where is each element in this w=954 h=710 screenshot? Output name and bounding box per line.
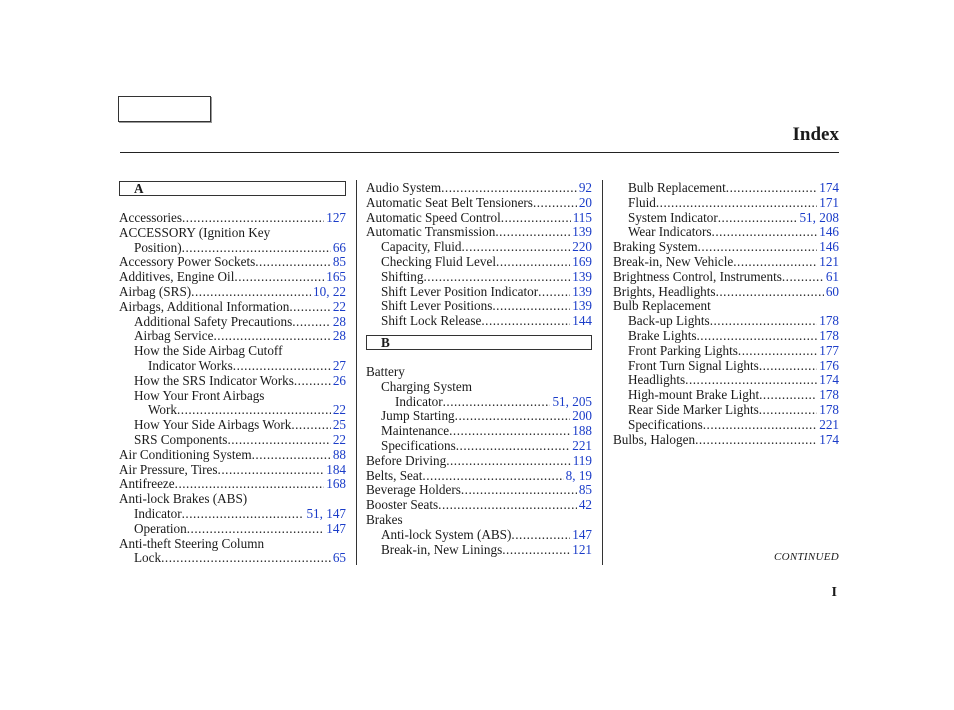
entry-term: Brake Lights (628, 328, 697, 343)
dot-leader (759, 403, 817, 418)
dot-leader (213, 329, 330, 344)
dot-leader (501, 211, 571, 226)
dot-leader (759, 388, 817, 403)
entry-term: Accessories (119, 211, 182, 225)
dot-leader (227, 433, 330, 448)
page-link[interactable]: 65 (332, 551, 346, 566)
section-header: A (119, 181, 346, 196)
page-link[interactable]: 146 (819, 225, 839, 240)
index-entry (366, 181, 592, 196)
page-link[interactable]: 171 (819, 195, 839, 210)
dot-leader (685, 373, 817, 388)
entry-term: Airbag (SRS) (119, 284, 192, 299)
index-entry (366, 454, 592, 469)
index-entry (119, 344, 346, 359)
page-link[interactable]: 60 (825, 284, 839, 299)
entry-term: How Your Front Airbags (134, 388, 265, 403)
index-entry (119, 448, 346, 463)
dot-leader (175, 477, 325, 492)
page-link[interactable]: 42 (578, 498, 592, 513)
entry-term: Anti-lock Brakes (ABS) (119, 492, 248, 507)
page-link[interactable]: 139 (572, 284, 592, 299)
page-link[interactable]: 22 (332, 432, 346, 447)
index-column-3 (613, 181, 839, 447)
dot-leader (234, 270, 324, 285)
page-number: I (831, 585, 837, 600)
index-entry (119, 507, 346, 522)
column-divider (602, 180, 603, 565)
entry-term: Air Pressure, Tires (119, 462, 218, 477)
page-link[interactable]: 27 (332, 358, 346, 373)
dot-leader (422, 469, 563, 484)
entry-term: Specifications (628, 417, 703, 432)
index-entry (366, 513, 592, 528)
entry-term: Back-up Lights (628, 314, 710, 329)
dot-leader (446, 454, 571, 469)
dot-leader (710, 314, 818, 329)
index-entry (366, 380, 592, 395)
index-entry (613, 255, 839, 270)
entry-term: Shift Lever Position Indicator (381, 284, 539, 299)
page-link[interactable]: 168 (326, 477, 346, 492)
entry-term: Booster Seats (366, 498, 439, 513)
index-entry (119, 433, 346, 448)
dot-leader (161, 551, 331, 566)
index-entry (613, 329, 839, 344)
continued-label: CONTINUED (773, 551, 839, 563)
page-link[interactable]: 22 (332, 299, 346, 314)
entry-term: Audio System (366, 181, 442, 195)
dot-leader (703, 418, 818, 433)
index-entry (119, 551, 346, 566)
index-entry (613, 270, 839, 285)
index-entry (119, 285, 346, 300)
index-entry (366, 469, 592, 484)
dot-leader (191, 285, 311, 300)
entry-term: Charging System (381, 379, 472, 394)
page-link[interactable]: 25 (332, 418, 346, 433)
index-entry (366, 424, 592, 439)
index-entry (613, 225, 839, 240)
column-divider (356, 180, 357, 565)
dot-leader (294, 374, 331, 389)
entry-term: Automatic Seat Belt Tensioners (366, 195, 533, 210)
entry-term: Antifreeze (119, 477, 175, 492)
index-entry (119, 418, 346, 433)
page-link[interactable]: 115 (572, 210, 592, 225)
dot-leader (424, 270, 571, 285)
entry-term: Indicator Works (148, 358, 233, 373)
entry-term: Operation (134, 521, 187, 536)
page-link[interactable]: 176 (819, 358, 839, 373)
page-link[interactable]: 200 (572, 409, 592, 424)
page-link[interactable]: 139 (572, 269, 592, 284)
page-link[interactable]: 184 (326, 462, 346, 477)
entry-term: Anti-theft Steering Column (119, 536, 265, 551)
index-entry (613, 433, 839, 448)
dot-leader (182, 507, 305, 522)
section-header: B (366, 335, 592, 350)
page-link[interactable]: 61 (825, 269, 839, 284)
entry-term: Braking System (613, 240, 698, 255)
dot-leader (759, 359, 817, 374)
index-entry (119, 226, 346, 241)
page-link[interactable]: 144 (572, 314, 592, 329)
entry-term: Air Conditioning System (119, 447, 252, 462)
index-entry (119, 270, 346, 285)
page-link[interactable]: 146 (819, 240, 839, 255)
dot-leader (233, 359, 331, 374)
entry-term: SRS Components (134, 432, 228, 447)
dot-leader (443, 395, 551, 410)
entry-term: Indicator (134, 506, 182, 521)
page-link[interactable]: 119 (572, 453, 592, 468)
entry-term: Headlights (628, 373, 686, 388)
page-link[interactable]: 178 (819, 328, 839, 343)
entry-term: Wear Indicators (628, 225, 712, 240)
page-link[interactable]: 147 (326, 521, 346, 536)
page-link[interactable]: 127 (326, 211, 346, 225)
dot-leader (533, 196, 577, 211)
header-tab-box (118, 96, 211, 122)
index-entry (366, 483, 592, 498)
index-column-2 (366, 181, 592, 557)
page-link[interactable]: 121 (819, 254, 839, 269)
page-link[interactable]: 88 (332, 447, 346, 462)
index-entry (119, 537, 346, 552)
entry-term: Capacity, Fluid (381, 240, 462, 255)
page-link[interactable]: 221 (572, 438, 592, 453)
page-link[interactable]: 174 (819, 432, 839, 447)
page-link[interactable]: 22 (332, 403, 346, 418)
index-entry (613, 418, 839, 433)
page-link[interactable]: 139 (572, 299, 592, 314)
index-entry (366, 270, 592, 285)
entry-term: ACCESSORY (Ignition Key (119, 225, 271, 240)
entry-term: Checking Fluid Level (381, 254, 497, 269)
dot-leader (496, 255, 570, 270)
index-entry (613, 285, 839, 300)
dot-leader (697, 329, 818, 344)
page-link[interactable]: 121 (572, 542, 592, 557)
index-entry (613, 181, 839, 196)
entry-term: Shifting (381, 269, 424, 284)
page-link[interactable]: 174 (819, 373, 839, 388)
dot-leader (738, 344, 817, 359)
index-entry (119, 477, 346, 492)
dot-leader (718, 211, 798, 226)
dot-leader (218, 463, 325, 478)
index-entry (613, 373, 839, 388)
dot-leader (716, 285, 824, 300)
entry-term: Front Turn Signal Lights (628, 358, 759, 373)
entry-term: Airbag Service (134, 329, 214, 344)
page-link[interactable]: 26 (332, 373, 346, 388)
entry-term: Maintenance (381, 424, 450, 439)
entry-term: Shift Lock Release (381, 314, 482, 329)
index-entry (366, 211, 592, 226)
dot-leader (177, 403, 331, 418)
entry-term: Automatic Transmission (366, 225, 496, 240)
dot-leader (438, 498, 577, 513)
entry-term: Bulb Replacement (613, 299, 711, 314)
entry-term: How Your Side Airbags Work (134, 418, 292, 433)
index-entry (613, 314, 839, 329)
page-link[interactable]: 147 (572, 527, 592, 542)
entry-term: Position) (134, 240, 182, 255)
entry-term: How the Side Airbag Cutoff (134, 344, 283, 359)
entry-term: Brights, Headlights (613, 284, 716, 299)
dot-leader (461, 240, 570, 255)
entry-term: Accessory Power Sockets (119, 255, 256, 270)
index-entry (366, 528, 592, 543)
index-entry (366, 299, 592, 314)
index-entry (613, 211, 839, 226)
dot-leader (502, 543, 570, 558)
index-column-1 (119, 181, 346, 566)
page-link[interactable]: 85 (332, 255, 346, 270)
entry-term: Brakes (366, 512, 403, 527)
dot-leader (455, 409, 571, 424)
dot-leader (733, 255, 817, 270)
index-entry (119, 255, 346, 270)
entry-term: Brightness Control, Instruments (613, 269, 782, 284)
index-entry (119, 300, 346, 315)
page-link[interactable]: 169 (572, 254, 592, 269)
page-link[interactable]: 10, 22 (313, 284, 346, 299)
entry-term: Before Driving (366, 453, 447, 468)
dot-leader (291, 418, 330, 433)
dot-leader (511, 528, 570, 543)
dot-leader (289, 300, 331, 315)
dot-leader (187, 522, 324, 537)
page-link[interactable]: 8, 19 (565, 468, 592, 483)
entry-term: Airbags, Additional Information (119, 299, 290, 314)
index-entry (119, 359, 346, 374)
dot-leader (252, 448, 331, 463)
page-link[interactable]: 139 (572, 225, 592, 240)
index-entry (366, 498, 592, 513)
index-entry (613, 196, 839, 211)
dot-leader (712, 225, 818, 240)
index-entry (613, 359, 839, 374)
index-entry (366, 314, 592, 329)
index-entry (119, 315, 346, 330)
index-entry (366, 395, 592, 410)
dot-leader (461, 483, 577, 498)
index-entry (613, 388, 839, 403)
entry-term: Rear Side Marker Lights (628, 402, 759, 417)
page-link[interactable]: 177 (819, 343, 839, 358)
index-entry (613, 344, 839, 359)
dot-leader (698, 240, 818, 255)
entry-term: Shift Lever Positions (381, 299, 493, 314)
page-link[interactable]: 51, 147 (306, 506, 346, 521)
entry-term: Anti-lock System (ABS) (381, 527, 512, 542)
page-link[interactable]: 28 (332, 329, 346, 344)
entry-term: Additional Safety Precautions (134, 314, 293, 329)
index-entry (366, 196, 592, 211)
dot-leader (449, 424, 570, 439)
index-entry (366, 543, 592, 558)
index-entry (366, 240, 592, 255)
page-link[interactable]: 188 (572, 424, 592, 439)
page-link[interactable]: 66 (332, 240, 346, 255)
page-link[interactable]: 178 (819, 314, 839, 329)
page-link[interactable]: 178 (819, 388, 839, 403)
dot-leader (255, 255, 331, 270)
index-entry (366, 439, 592, 454)
dot-leader (182, 211, 324, 226)
dot-leader (495, 225, 570, 240)
index-entry (366, 225, 592, 240)
entry-term: Front Parking Lights (628, 343, 738, 358)
page-link[interactable]: 51, 205 (552, 394, 592, 409)
dot-leader (695, 433, 817, 448)
dot-leader (492, 299, 570, 314)
index-entry (119, 241, 346, 256)
index-entry (119, 492, 346, 507)
entry-term: Additives, Engine Oil (119, 270, 235, 285)
entry-term: Bulb Replacement (628, 181, 726, 195)
dot-leader (538, 285, 570, 300)
page-link[interactable]: 221 (819, 417, 839, 432)
entry-term: Beverage Holders (366, 483, 461, 498)
entry-term: Break-in, New Linings (381, 542, 503, 557)
index-entry (366, 365, 592, 380)
page-link[interactable]: 92 (578, 181, 592, 195)
index-entry (366, 255, 592, 270)
index-entry (119, 403, 346, 418)
page-link[interactable]: 178 (819, 402, 839, 417)
entry-term: Fluid (628, 195, 656, 210)
index-entry (613, 240, 839, 255)
entry-term: Jump Starting (381, 409, 455, 424)
dot-leader (656, 196, 817, 211)
page-link[interactable]: 51, 208 (799, 210, 839, 225)
entry-term: Belts, Seat (366, 468, 423, 483)
index-entry (613, 299, 839, 314)
page-link[interactable]: 20 (578, 195, 592, 210)
dot-leader (726, 181, 817, 196)
index-entry (119, 463, 346, 478)
entry-term: Bulbs, Halogen (613, 432, 696, 447)
entry-term: System Indicator (628, 210, 718, 225)
entry-term: Break-in, New Vehicle (613, 254, 734, 269)
index-entry (119, 329, 346, 344)
entry-term: High-mount Brake Light (628, 388, 760, 403)
entry-term: Automatic Speed Control (366, 210, 501, 225)
entry-term: Specifications (381, 438, 456, 453)
entry-term: Work (148, 403, 177, 418)
page-title: Index (792, 124, 839, 145)
dot-leader (292, 315, 331, 330)
page-link[interactable]: 165 (326, 270, 346, 285)
index-entry (366, 285, 592, 300)
index-entry (366, 409, 592, 424)
entry-term: How the SRS Indicator Works (134, 373, 294, 388)
page-link[interactable]: 85 (578, 483, 592, 498)
page-link[interactable]: 220 (572, 240, 592, 255)
entry-term: Lock (134, 551, 162, 566)
page-link[interactable]: 174 (819, 181, 839, 195)
index-entry (119, 374, 346, 389)
index-entry (613, 403, 839, 418)
entry-term: Indicator (395, 394, 443, 409)
dot-leader (182, 241, 331, 256)
dot-leader (441, 181, 577, 196)
dot-leader (481, 314, 570, 329)
dot-leader (782, 270, 824, 285)
entry-term: Battery (366, 364, 405, 379)
page-link[interactable]: 28 (332, 314, 346, 329)
index-entry (119, 389, 346, 404)
header-rule (120, 152, 839, 153)
index-entry (119, 211, 346, 226)
dot-leader (456, 439, 571, 454)
index-entry (119, 522, 346, 537)
